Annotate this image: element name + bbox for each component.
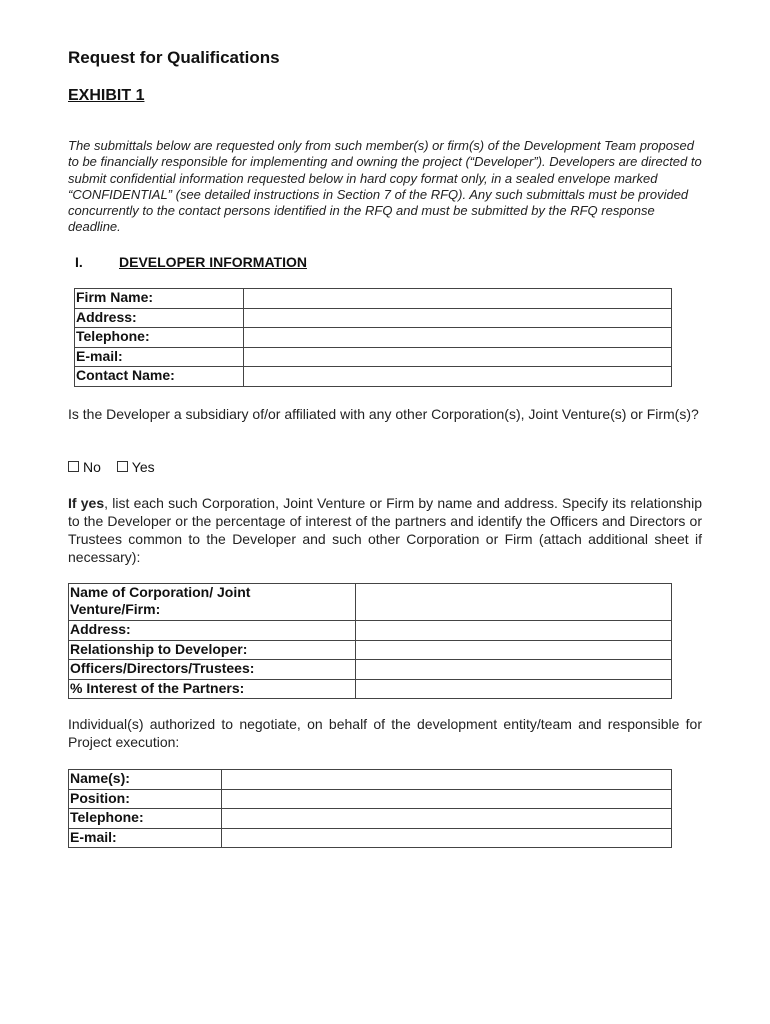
section-number: I. (75, 254, 83, 270)
no-label: No (83, 459, 101, 475)
officers-field[interactable] (356, 660, 672, 680)
developer-info-table (74, 288, 672, 387)
affiliation-question: Is the Developer a subsidiary of/or affiliated with any other Corporation(s), Joint Venture(s) or Firm(s)? (68, 406, 699, 422)
checkbox-icon (68, 461, 79, 472)
yes-label: Yes (131, 459, 155, 475)
field-label: Contact Name: (75, 367, 244, 387)
field-label: % Interest of the Partners: (69, 679, 356, 699)
telephone-field[interactable] (244, 328, 672, 348)
field-label: E-mail: (75, 347, 244, 367)
table-row (69, 679, 672, 699)
document-title: Request for Qualifications (68, 48, 280, 67)
field-label: Firm Name: (75, 289, 244, 309)
intro-paragraph: The submittals below are requested only from such member(s) or firm(s) of the Development Team proposed to be financially responsible for implementing and owning the project (“Developer”). Developers are directed to submit confidential information requested below in hard copy format only, in a sealed envelope marked “CONFIDENTIAL” (see detailed instructions in Section 7 of the RFQ). Any such submittals must be provided concurrently to the contact persons identified in the RFQ and must be submitted by the RFQ response deadline. (68, 138, 702, 235)
corporation-name-field[interactable] (356, 584, 672, 621)
table-row (69, 789, 672, 809)
affiliation-options (68, 459, 155, 475)
relationship-field[interactable] (356, 640, 672, 660)
negotiator-telephone-field[interactable] (222, 809, 672, 829)
table-row (75, 289, 672, 309)
exhibit-heading: EXHIBIT 1 (68, 87, 145, 104)
affiliate-address-field[interactable] (356, 621, 672, 641)
interest-field[interactable] (356, 679, 672, 699)
field-label: Telephone: (75, 328, 244, 348)
table-row (75, 328, 672, 348)
field-label: Name of Corporation/ Joint Venture/Firm: (69, 584, 356, 621)
field-label: Relationship to Developer: (69, 640, 356, 660)
field-label: Officers/Directors/Trustees: (69, 660, 356, 680)
table-row (75, 308, 672, 328)
field-label: Address: (75, 308, 244, 328)
affiliate-table (68, 583, 672, 699)
table-row (69, 809, 672, 829)
table-row (75, 347, 672, 367)
field-label: Name(s): (69, 770, 222, 790)
checkbox-icon (117, 461, 128, 472)
if-yes-text: , list each such Corporation, Joint Venture or Firm by name and address. Specify its relationship to the Developer or the percentage of interest of the partners and identify the Officers and Directors or Trustees common to the Developer and such other Corporation or Firm (attach additional sheet if necessary): (68, 495, 702, 565)
negotiator-email-field[interactable] (222, 828, 672, 848)
names-field[interactable] (222, 770, 672, 790)
if-yes-paragraph (68, 494, 702, 566)
table-row (69, 770, 672, 790)
yes-checkbox[interactable] (117, 459, 155, 475)
table-row (69, 828, 672, 848)
no-checkbox[interactable] (68, 459, 101, 475)
if-yes-lead: If yes (68, 495, 105, 511)
table-row (69, 660, 672, 680)
position-field[interactable] (222, 789, 672, 809)
firm-name-field[interactable] (244, 289, 672, 309)
negotiator-table (68, 769, 672, 848)
field-label: Address: (69, 621, 356, 641)
field-label: Telephone: (69, 809, 222, 829)
table-row (75, 367, 672, 387)
address-field[interactable] (244, 308, 672, 328)
table-row (69, 621, 672, 641)
email-field[interactable] (244, 347, 672, 367)
section-title: DEVELOPER INFORMATION (119, 254, 307, 270)
field-label: E-mail: (69, 828, 222, 848)
negotiator-paragraph: Individual(s) authorized to negotiate, on behalf of the development entity/team and responsible for Project execution: (68, 716, 702, 750)
field-label: Position: (69, 789, 222, 809)
table-row (69, 640, 672, 660)
table-row (69, 584, 672, 621)
contact-name-field[interactable] (244, 367, 672, 387)
